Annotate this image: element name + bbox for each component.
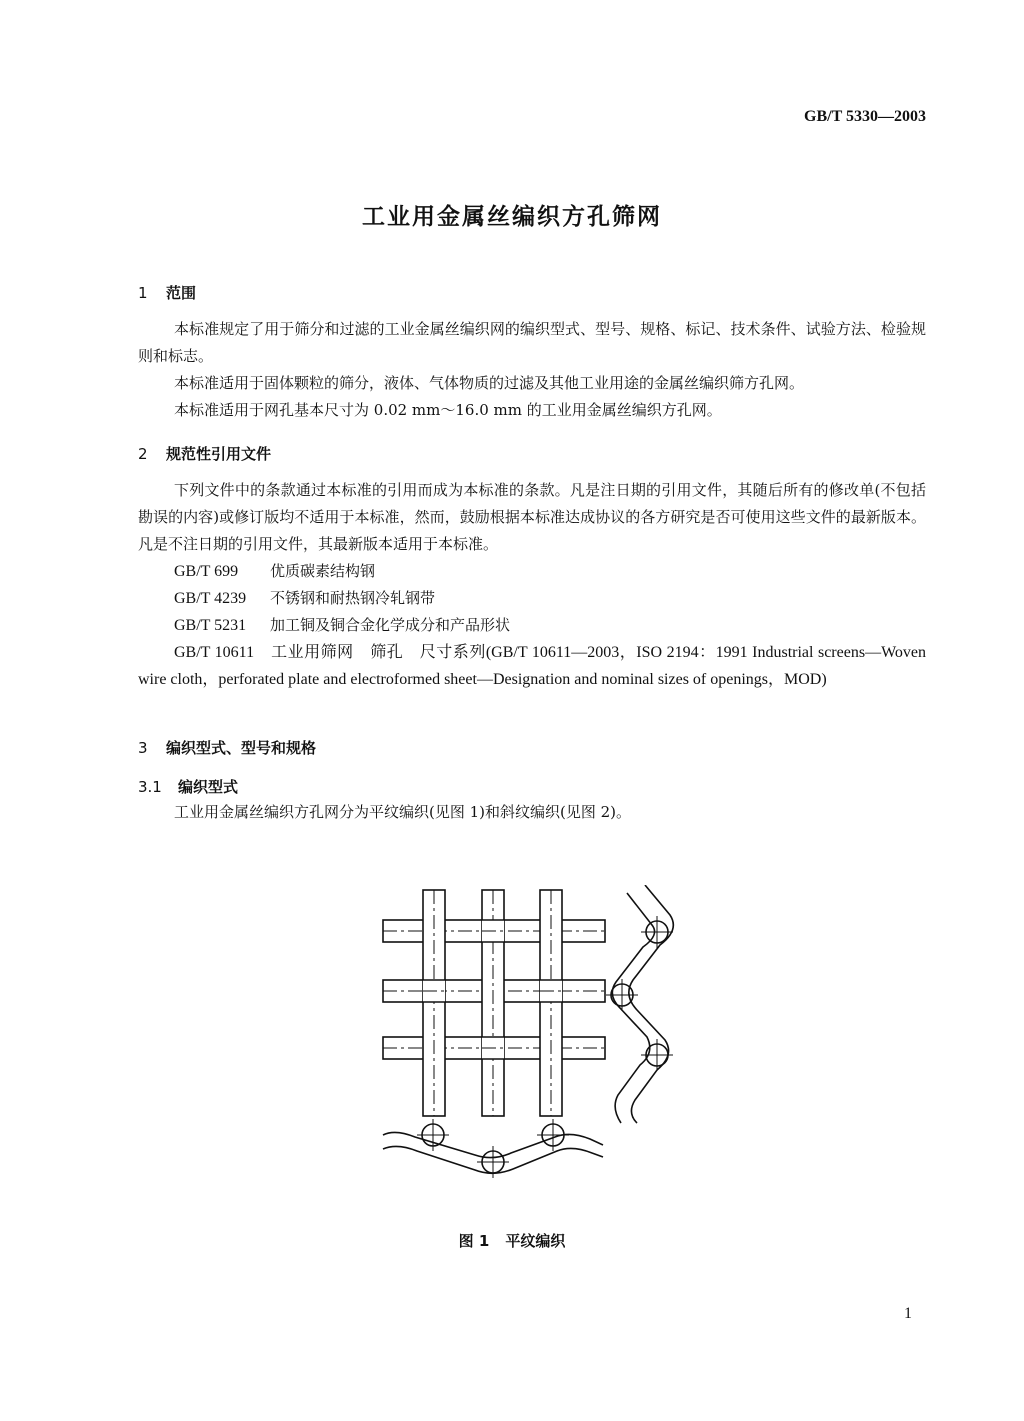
section-title: 规范性引用文件 [166, 445, 272, 463]
section-number: 1 [138, 284, 148, 302]
reference-code: GB/T 5231 [174, 617, 247, 634]
reference-item [174, 585, 435, 612]
page-number: 1 [904, 1305, 912, 1322]
figure-plain-weave [375, 885, 695, 1185]
section-number: 2 [138, 445, 148, 463]
document-title: 工业用金属丝编织方孔筛网 [362, 204, 662, 230]
section-3-heading [138, 737, 316, 758]
reference-title: 加工铜及铜合金化学成分和产品形状 [270, 616, 511, 634]
subsection-3-1-paragraph: 工业用金属丝编织方孔网分为平纹编织(见图 1)和斜纹编织(见图 2)。 [174, 803, 632, 821]
plain-weave-drawing [375, 885, 695, 1185]
section-number: 3 [138, 739, 148, 757]
figure-title: 平纹编织 [505, 1232, 566, 1250]
reference-code: GB/T 4239 [174, 590, 247, 607]
section-2-heading [138, 443, 271, 464]
reference-item-long: GB/T 10611 工业用筛网 筛孔 尺寸系列(GB/T 10611—2003，ISO 2194：1991 Industrial screens—Woven wire cloth，perforated plate and electroformed sheet—Designation and nominal sizes of openings，MOD) [138, 644, 926, 688]
section-2-paragraph-1: 下列文件中的条款通过本标准的引用而成为本标准的条款。凡是注日期的引用文件，其随后所有的修改单(不包括勘误的内容)或修订版均不适用于本标准，然而，鼓励根据本标准达成协议的各方研究是否可使用这些文件的最新版本。凡是不注日期的引用文件，其最新版本适用于本标准。 [138, 481, 926, 553]
section-1-paragraph-2: 本标准适用于固体颗粒的筛分，液体、气体物质的过滤及其他工业用途的金属丝编织筛方孔网。 [174, 374, 805, 392]
subsection-number: 3.1 [138, 778, 162, 796]
section-1-paragraph-1: 本标准规定了用于筛分和过滤的工业金属丝编织网的编织型式、型号、规格、标记、技术条件、试验方法、检验规则和标志。 [138, 320, 926, 365]
subsection-3-1-heading [138, 776, 238, 797]
section-title: 范围 [166, 284, 197, 302]
subsection-title: 编织型式 [178, 778, 239, 796]
figure-label: 图 1 [458, 1232, 490, 1250]
reference-item [174, 612, 510, 639]
reference-title: 优质碳素结构钢 [270, 562, 376, 580]
reference-item [174, 558, 375, 585]
section-1-heading [138, 282, 196, 303]
section-title: 编织型式、型号和规格 [166, 739, 317, 757]
bottom-section-view [383, 1119, 603, 1178]
section-1-paragraph-3: 本标准适用于网孔基本尺寸为 0.02 mm～16.0 mm 的工业用金属丝编织方孔网。 [174, 401, 722, 419]
standard-code: GB/T 5330—2003 [804, 108, 926, 125]
side-section-view [606, 885, 673, 1123]
reference-title: 不锈钢和耐热钢冷轧钢带 [270, 589, 436, 607]
figure-caption [0, 1230, 1024, 1251]
reference-code: GB/T 699 [174, 563, 239, 580]
